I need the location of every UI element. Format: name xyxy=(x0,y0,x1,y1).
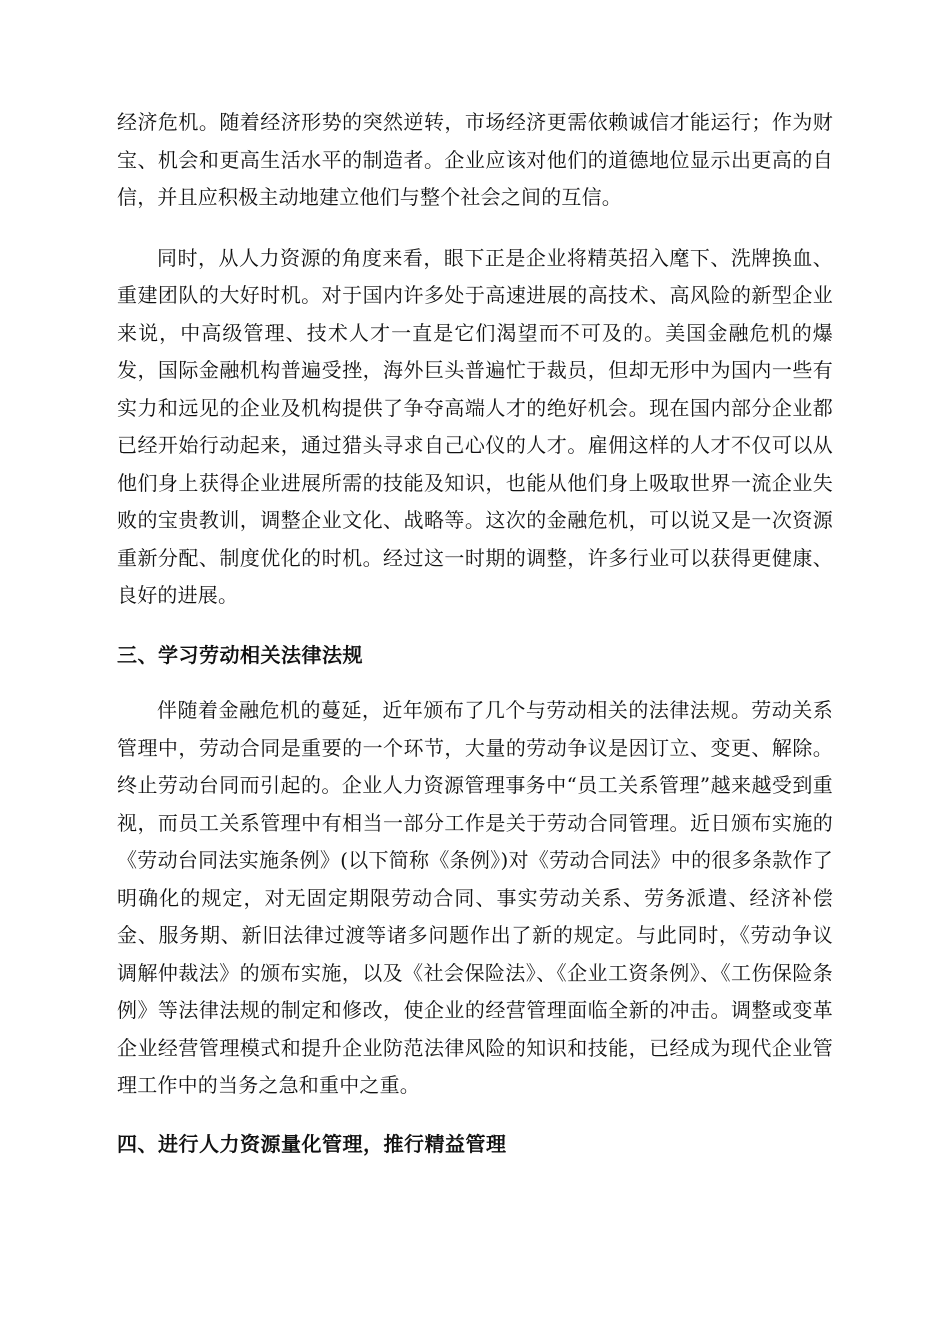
paragraph-human-resources: 同时，从人力资源的角度来看，眼下正是企业将精英招入麾下、洗牌换血、重建团队的大好时机。对于国内许多处于高速进展的高技术、高风险的新型企业来说，中高级管理、技术人才一直是它们渴望而不可及的。美国金融危机的爆发，国际金融机构普遍受挫，海外巨头普遍忙于裁员，但却无形中为国内一些有实力和远见的企业及机构提供了争夺高端人才的绝好机会。现在国内部分企业都已经开始行动起来，通过猎头寻求自己心仪的人才。雇佣这样的人才不仅可以从他们身上获得企业进展所需的技能及知识，也能从他们身上吸取世界一流企业失败的宝贵教训，调整企业文化、战略等。这次的金融危机，可以说又是一次资源重新分配、制度优化的时机。经过这一时期的调整，许多行业可以获得更健康、良好的进展。 xyxy=(117,245,833,607)
paragraph-economic-crisis: 经济危机。随着经济形势的突然逆转，市场经济更需依赖诚信才能运行；作为财宝、机会和更高生活水平的制造者。企业应该对他们的道德地位显示出更高的自信，并且应积极主动地建立他们与整个社会之间的互信。 xyxy=(117,110,833,209)
section-heading-labor-law: 三、学习劳动相关法律法规 xyxy=(117,642,363,667)
section-heading-quantified-management: 四、进行人力资源量化管理，推行精益管理 xyxy=(117,1131,507,1156)
paragraph-labor-law: 伴随着金融危机的蔓延，近年颁布了几个与劳动相关的法律法规。劳动关系管理中，劳动合同是重要的一个环节，大量的劳动争议是因订立、变更、解除。终止劳动台同而引起的。企业人力资源管理事务中“员工关系管理”越来越受到重视，而员工关系管理中有相当一部分工作是关于劳动合同管理。近日颁布实施的《劳动台同法实施条例》(以下简称《条例》)对《劳动合同法》中的很多条款作了明确化的规定，对无固定期限劳动合同、事实劳动关系、劳务派遣、经济补偿金、服务期、新旧法律过渡等诸多问题作出了新的规定。与此同时，《劳动争议调解仲裁法》的颁布实施，以及《社会保险法》、《企业工资条例》、《工伤保险条例》等法律法规的制定和修改，使企业的经营管理面临全新的冲击。调整或变革企业经营管理模式和提升企业防范法律风险的知识和技能，已经成为现代企业管理工作中的当务之急和重中之重。 xyxy=(117,698,833,1097)
document-page xyxy=(117,104,833,1163)
